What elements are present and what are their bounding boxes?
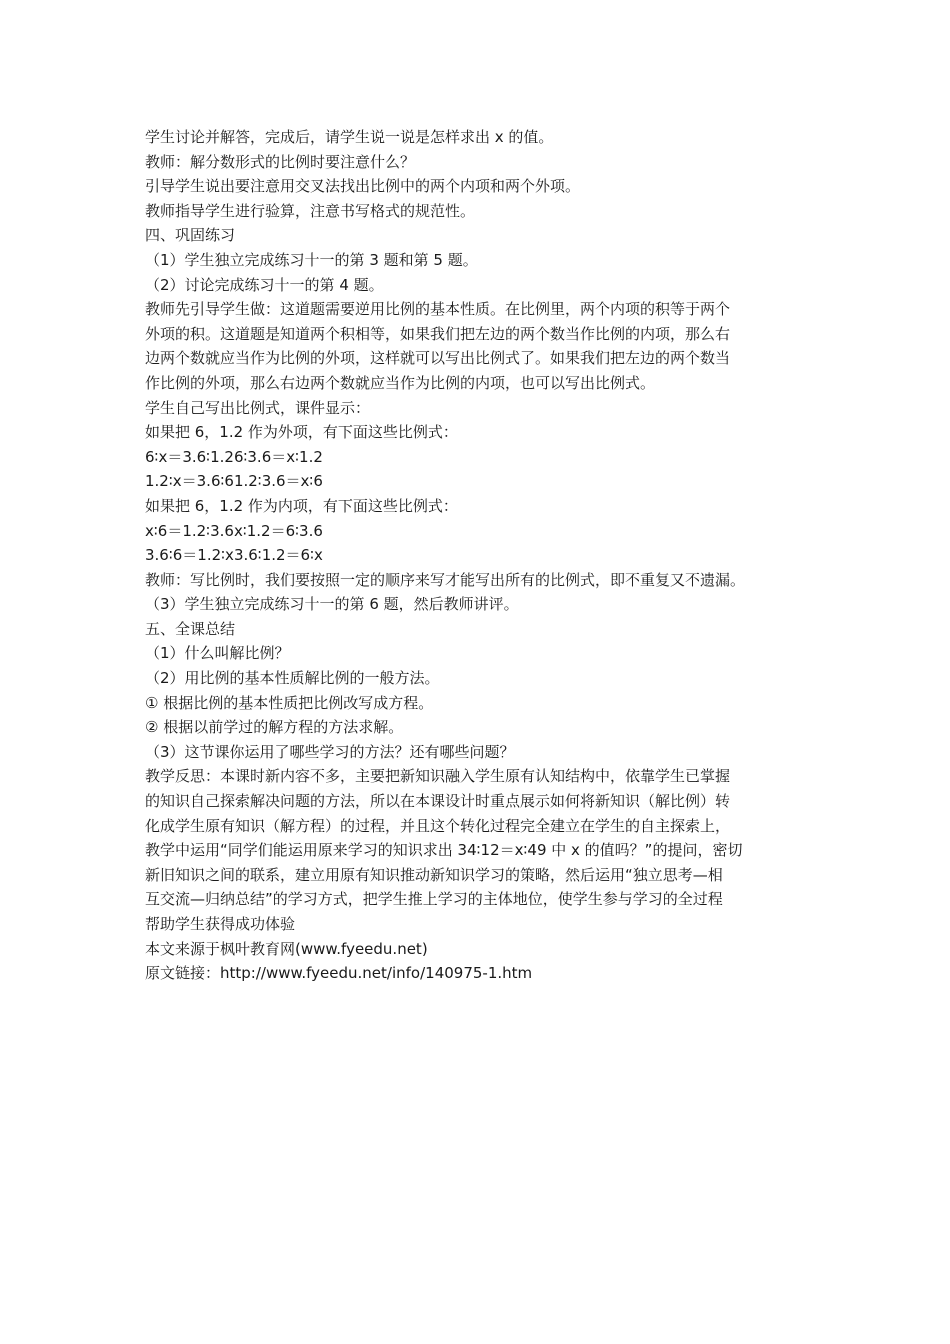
paragraph-line: 帮助学生获得成功体验 xyxy=(145,915,296,933)
proportion-equation: x∶6＝1.2∶3.6x∶1.2＝6∶3.6 xyxy=(145,521,323,540)
list-item: ② 根据以前学过的解方程的方法求解。 xyxy=(145,718,404,737)
paragraph-line: 教师先引导学生做：这道题需要逆用比例的基本性质。在比例里，两个内项的积等于两个 xyxy=(145,300,731,319)
list-item: （1）什么叫解比例？ xyxy=(145,644,290,663)
source-link: 原文链接：http://www.fyeedu.net/info/140975-1.htm xyxy=(145,964,533,983)
section-heading: 四、巩固练习 xyxy=(145,226,236,245)
paragraph-line: 边两个数就应当作为比例的外项，这样就可以写出比例式了。如果我们把左边的两个数当 xyxy=(145,349,731,368)
proportion-equation: 3.6∶6＝1.2∶x3.6∶1.2＝6∶x xyxy=(145,546,323,565)
list-item: （1）学生独立完成练习十一的第 3 题和第 5 题。 xyxy=(145,250,478,269)
paragraph-line: 教学反思：本课时新内容不多，主要把新知识融入学生原有认知结构中，依靠学生已掌握 xyxy=(145,767,731,786)
list-item: （3）这节课你运用了哪些学习的方法？还有哪些问题？ xyxy=(145,742,515,761)
paragraph-line: 的知识自己探索解决问题的方法，所以在本课设计时重点展示如何将新知识（解比例）转 xyxy=(145,792,731,811)
paragraph-line: 新旧知识之间的联系，建立用原有知识推动新知识学习的策略，然后运用“独立思考—相 xyxy=(145,865,723,884)
list-item: （2）讨论完成练习十一的第 4 题。 xyxy=(145,275,384,294)
document-body xyxy=(145,125,807,986)
paragraph-line: 作比例的外项，那么右边两个数就应当作为比例的内项，也可以写出比例式。 xyxy=(145,373,656,392)
paragraph-line: 教学中运用“同学们能运用原来学习的知识求出 34∶12＝x∶49 中 x 的值吗？”的提问，密切 xyxy=(145,841,743,860)
paragraph-line: 教师指导学生进行验算，注意书写格式的规范性。 xyxy=(145,201,476,220)
proportion-equation: 1.2∶x＝3.6∶61.2∶3.6＝x∶6 xyxy=(145,472,323,491)
list-item: （2）用比例的基本性质解比例的一般方法。 xyxy=(145,669,440,688)
paragraph-line: 如果把 6，1.2 作为外项，有下面这些比例式： xyxy=(145,423,458,442)
source-note: 本文来源于枫叶教育网(www.fyeedu.net) xyxy=(145,939,428,958)
paragraph-line: 如果把 6，1.2 作为内项，有下面这些比例式： xyxy=(145,496,458,515)
list-item: （3）学生独立完成练习十一的第 6 题，然后教师讲评。 xyxy=(145,595,519,614)
list-item: ① 根据比例的基本性质把比例改写成方程。 xyxy=(145,693,434,712)
paragraph-line: 学生讨论并解答，完成后，请学生说一说是怎样求出 x 的值。 xyxy=(145,128,554,146)
paragraph-line: 学生自己写出比例式，课件显示： xyxy=(145,398,371,417)
paragraph-line: 互交流—归纳总结”的学习方式，把学生推上学习的主体地位，使学生参与学习的全过程 xyxy=(145,890,723,909)
paragraph-line: 引导学生说出要注意用交叉法找出比例中的两个内项和两个外项。 xyxy=(145,177,581,196)
paragraph-line: 教师：写比例时，我们要按照一定的顺序来写才能写出所有的比例式，即不重复又不遗漏。 xyxy=(145,570,746,589)
paragraph-line: 外项的积。这道题是知道两个积相等，如果我们把左边的两个数当作比例的内项，那么右 xyxy=(145,324,731,343)
paragraph-line: 教师：解分数形式的比例时要注意什么？ xyxy=(145,152,416,171)
section-heading: 五、全课总结 xyxy=(145,619,236,638)
paragraph-line: 化成学生原有知识（解方程）的过程，并且这个转化过程完全建立在学生的自主探索上， xyxy=(145,816,731,835)
proportion-equation: 6∶x＝3.6∶1.26∶3.6＝x∶1.2 xyxy=(145,447,323,466)
